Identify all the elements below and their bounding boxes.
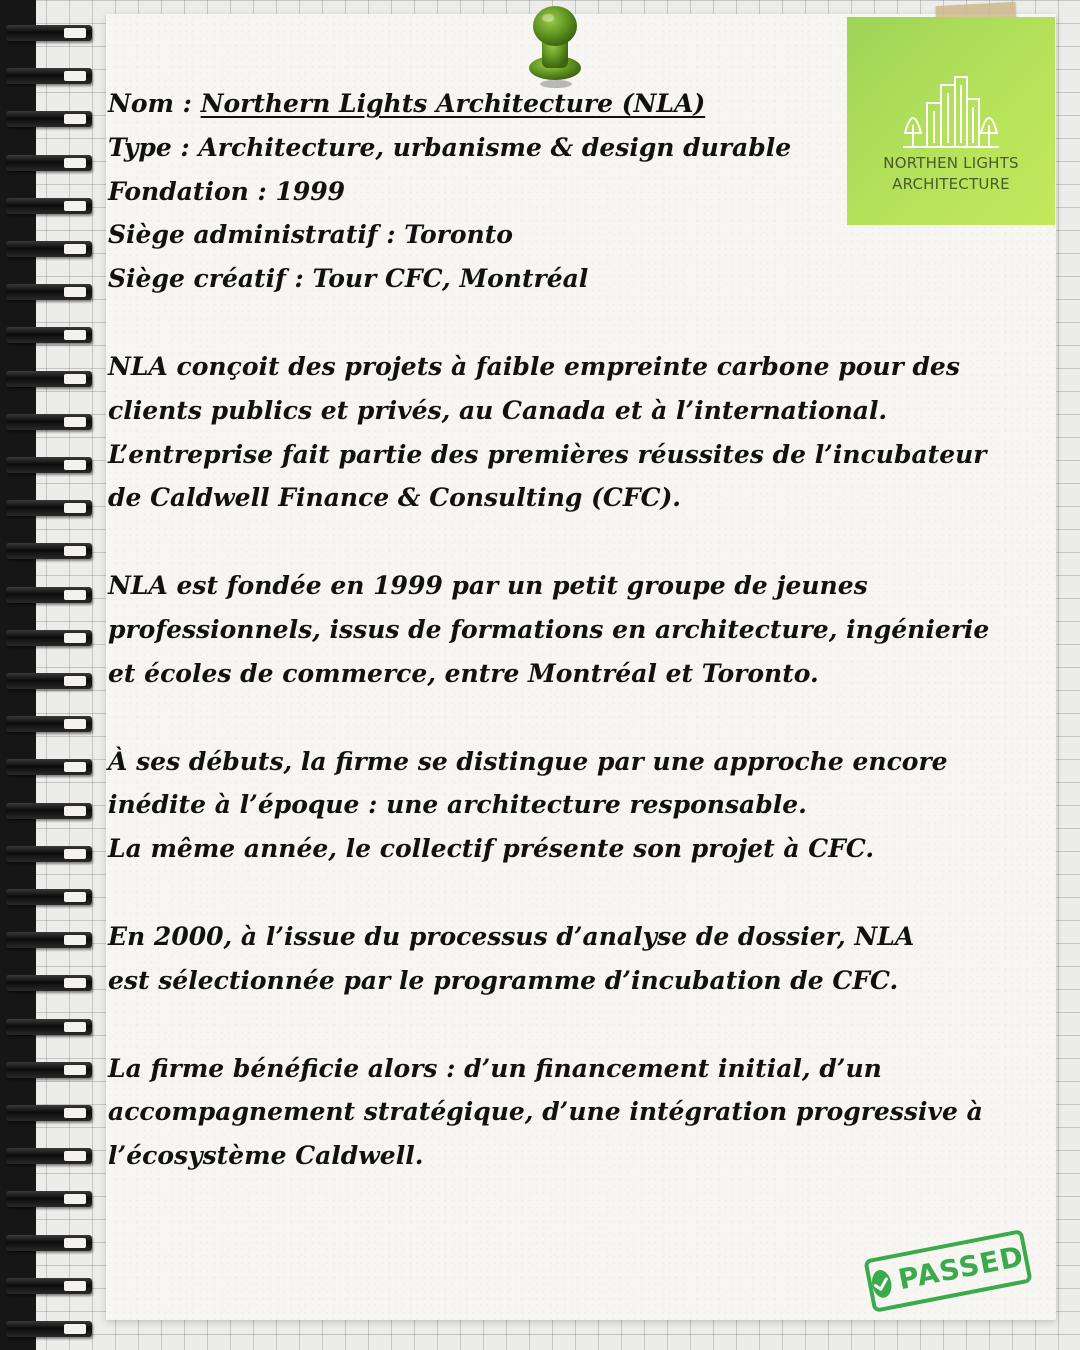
spiral-ring bbox=[6, 1016, 94, 1038]
spiral-ring bbox=[6, 281, 94, 303]
spiral-ring bbox=[6, 368, 94, 390]
spiral-ring bbox=[6, 238, 94, 260]
spiral-ring bbox=[6, 152, 94, 174]
spiral-ring bbox=[6, 670, 94, 692]
spiral-ring bbox=[6, 454, 94, 476]
spiral-ring bbox=[6, 756, 94, 778]
logo-line-2: ARCHITECTURE bbox=[892, 175, 1010, 193]
name-label: Nom : bbox=[108, 89, 201, 118]
spiral-ring bbox=[6, 324, 94, 346]
logo-line-1: NORTHEN LIGHTS bbox=[883, 154, 1019, 172]
paragraph-1-line: NLA conçoit des projets à faible empreinte carbone pour des bbox=[108, 351, 960, 381]
company-name: Northern Lights Architecture (NLA) bbox=[200, 89, 706, 118]
spiral-ring bbox=[6, 1188, 94, 1210]
spiral-ring bbox=[6, 929, 94, 951]
paragraph-2-line: NLA est fondée en 1999 par un petit groupe de jeunes bbox=[108, 571, 868, 601]
spiral-ring bbox=[6, 195, 94, 217]
spiral-ring bbox=[6, 972, 94, 994]
paragraph-4-line: est sélectionnée par le programme d’incubation de CFC. bbox=[108, 965, 899, 995]
paragraph-1-line: clients publics et privés, au Canada et à l’international. bbox=[108, 395, 888, 425]
spiral-ring bbox=[6, 497, 94, 519]
check-circle-icon bbox=[870, 1268, 894, 1299]
spiral-ring bbox=[6, 411, 94, 433]
paragraph-3-line: À ses débuts, la firme se distingue par une approche encore bbox=[108, 746, 948, 776]
spiral-ring bbox=[6, 1318, 94, 1340]
spiral-ring bbox=[6, 1232, 94, 1254]
paragraph-1-line: de Caldwell Finance & Consulting (CFC). bbox=[108, 483, 681, 513]
spiral-ring bbox=[6, 1275, 94, 1297]
paragraph-3-line: inédite à l’époque : une architecture responsable. bbox=[108, 790, 807, 820]
spiral-ring bbox=[6, 540, 94, 562]
spiral-ring bbox=[6, 886, 94, 908]
note-content bbox=[108, 82, 1008, 1178]
info-creative-hq-line: Siège créatif : Tour CFC, Montréal bbox=[108, 264, 589, 294]
paragraph-1-line: L’entreprise fait partie des premières réussites de l’incubateur bbox=[108, 439, 987, 469]
push-pin-icon bbox=[520, 2, 590, 90]
info-admin-hq-line: Siège administratif : Toronto bbox=[108, 220, 513, 250]
paragraph-4-line: En 2000, à l’issue du processus d’analyse de dossier, NLA bbox=[108, 921, 915, 951]
info-type-line: Type : Architecture, urbanisme & design durable bbox=[108, 132, 792, 162]
spiral-ring bbox=[6, 1102, 94, 1124]
paragraph-3-line: La même année, le collectif présente son projet à CFC. bbox=[108, 834, 875, 864]
paragraph-5-line: accompagnement stratégique, d’une intégration progressive à bbox=[108, 1097, 983, 1127]
paragraph-5-line: l’écosystème Caldwell. bbox=[108, 1141, 424, 1171]
info-name-line bbox=[108, 82, 1008, 126]
spiral-ring bbox=[6, 1145, 94, 1167]
spiral-ring bbox=[6, 108, 94, 130]
spiral-ring bbox=[6, 843, 94, 865]
paragraph-gap bbox=[108, 520, 1008, 564]
paragraph-gap bbox=[108, 696, 1008, 740]
paragraph-5-line: La firme bénéficie alors : d’un financement initial, d’un bbox=[108, 1053, 882, 1083]
stamp-label: PASSED bbox=[895, 1239, 1027, 1297]
spiral-ring bbox=[6, 22, 94, 44]
spiral-ring bbox=[6, 1059, 94, 1081]
spiral-ring bbox=[6, 584, 94, 606]
spiral-ring bbox=[6, 713, 94, 735]
spiral-ring bbox=[6, 627, 94, 649]
spiral-ring bbox=[6, 65, 94, 87]
paragraph-gap bbox=[108, 1003, 1008, 1047]
paragraph-gap bbox=[108, 301, 1008, 345]
paragraph-gap bbox=[108, 871, 1008, 915]
spiral-ring bbox=[6, 800, 94, 822]
paragraph-2-line: professionnels, issus de formations en architecture, ingénierie bbox=[108, 614, 990, 644]
info-foundation-line: Fondation : 1999 bbox=[108, 176, 346, 206]
paragraph-2-line: et écoles de commerce, entre Montréal et Toronto. bbox=[108, 658, 819, 688]
